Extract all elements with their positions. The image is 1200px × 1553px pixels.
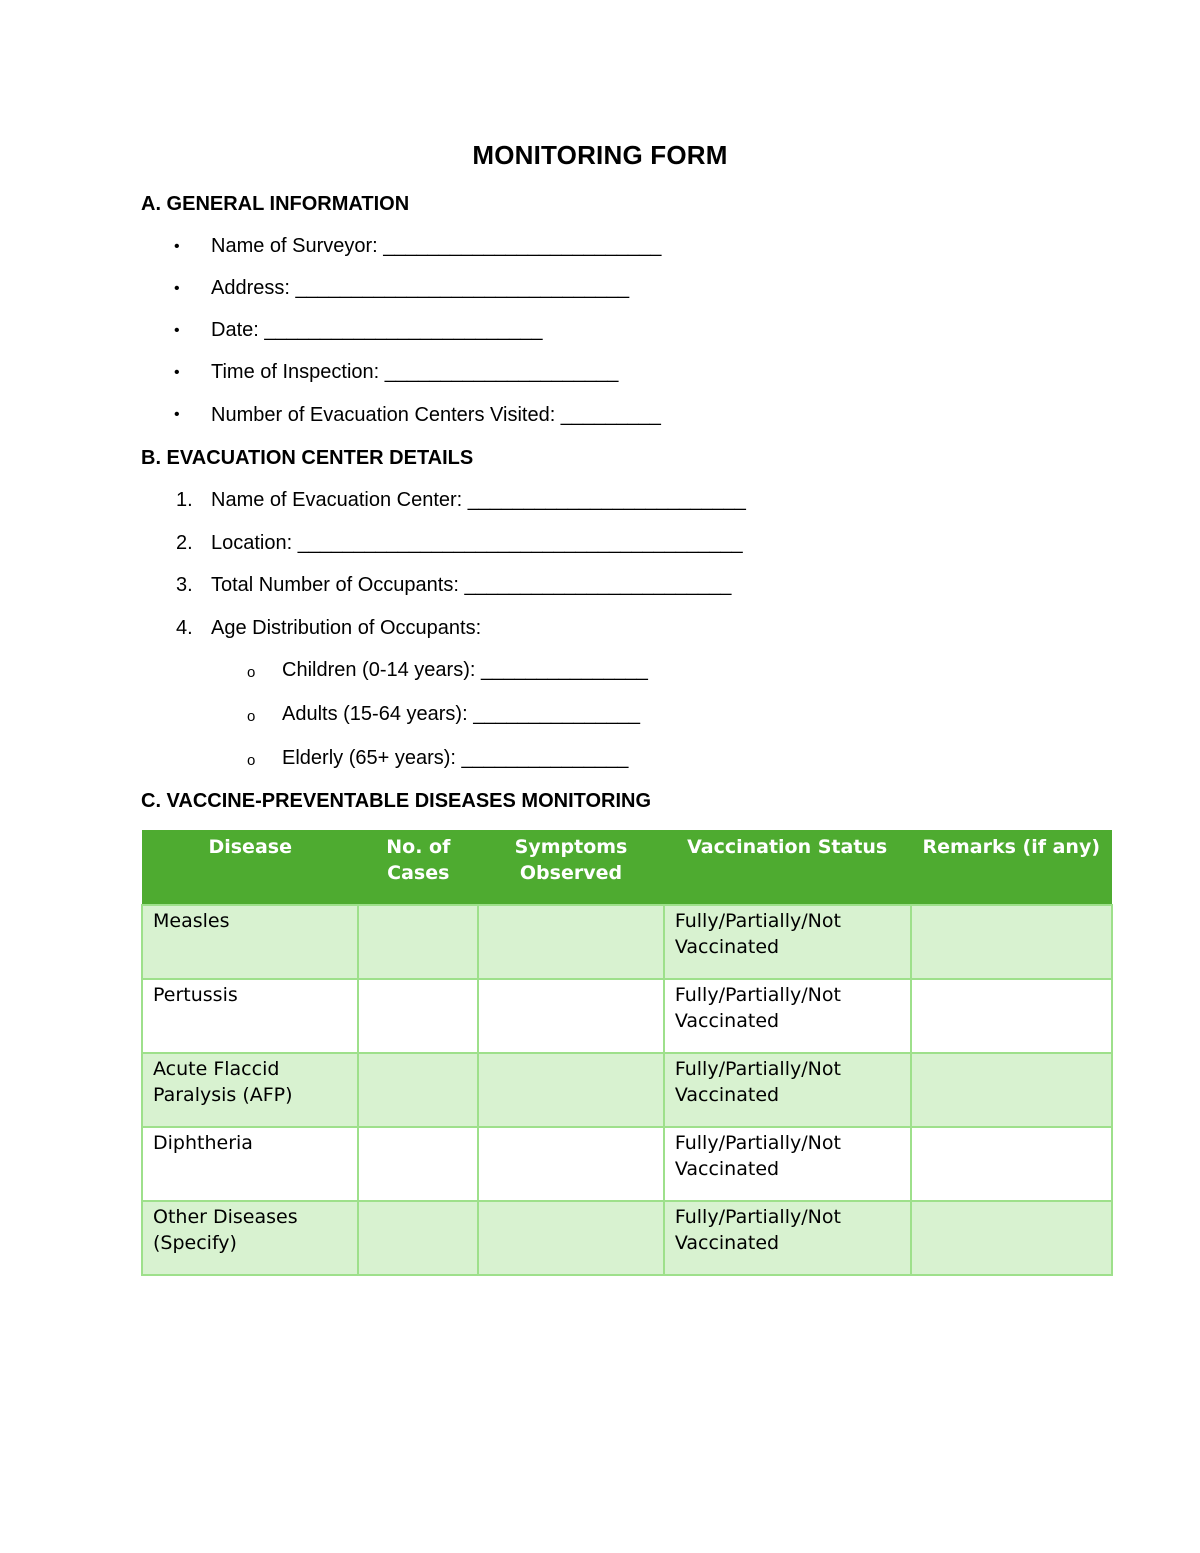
disease-cell: Pertussis [142,979,358,1053]
cases-cell[interactable] [358,979,478,1053]
header-vaccination-status: Vaccination Status [664,830,911,905]
symptoms-cell[interactable] [478,1127,664,1201]
adults-count-field[interactable]: Adults (15-64 years): _______________ [282,703,641,725]
bullet-icon: • [174,280,180,297]
symptoms-cell[interactable] [478,1053,664,1127]
cases-cell[interactable] [358,1053,478,1127]
vaccination-status-cell[interactable]: Fully/Partially/Not Vaccinated [664,1127,911,1201]
remarks-cell[interactable] [911,1201,1113,1275]
symptoms-cell[interactable] [478,905,664,979]
section-b-heading: B. EVACUATION CENTER DETAILS [141,447,474,469]
date-field[interactable]: Date: _________________________ [211,319,543,341]
page-title: MONITORING FORM [472,140,728,170]
cases-cell[interactable] [358,1201,478,1275]
section-c-heading: C. VACCINE-PREVENTABLE DISEASES MONITORING [141,790,652,812]
header-cases: No. of Cases [358,830,478,905]
remarks-cell[interactable] [911,979,1113,1053]
disease-monitoring-table [141,830,1113,1276]
circle-bullet-icon: o [247,708,256,725]
header-disease: Disease [142,830,358,905]
header-remarks: Remarks (if any) [911,830,1113,905]
elderly-count-field[interactable]: Elderly (65+ years): _______________ [282,747,629,769]
circle-bullet-icon: o [247,752,256,769]
children-count-field[interactable]: Children (0-14 years): _______________ [282,659,648,681]
cases-cell[interactable] [358,905,478,979]
table-row [142,1053,1112,1127]
bullet-icon: • [174,238,180,255]
section-a-heading: A. GENERAL INFORMATION [141,193,410,215]
surveyor-name-field[interactable]: Name of Surveyor: _________________________ [211,235,662,257]
centers-visited-field[interactable]: Number of Evacuation Centers Visited: _________ [211,404,661,426]
cases-cell[interactable] [358,1127,478,1201]
address-field[interactable]: Address: ______________________________ [211,277,630,299]
circle-bullet-icon: o [247,664,256,681]
bullet-icon: • [174,364,180,381]
disease-cell: Diphtheria [142,1127,358,1201]
table-header-row [142,830,1112,905]
item-number: 2. [176,532,193,554]
remarks-cell[interactable] [911,1127,1113,1201]
disease-cell: Other Diseases (Specify) [142,1201,358,1275]
total-occupants-field[interactable]: Total Number of Occupants: ________________________ [211,574,732,596]
vaccination-status-cell[interactable]: Fully/Partially/Not Vaccinated [664,905,911,979]
evacuation-center-name-field[interactable]: Name of Evacuation Center: _________________________ [211,489,746,511]
vaccination-status-cell[interactable]: Fully/Partially/Not Vaccinated [664,979,911,1053]
symptoms-cell[interactable] [478,1201,664,1275]
header-symptoms: Symptoms Observed [478,830,664,905]
vaccination-status-cell[interactable]: Fully/Partially/Not Vaccinated [664,1053,911,1127]
age-distribution-label: Age Distribution of Occupants: [211,617,482,639]
inspection-time-field[interactable]: Time of Inspection: _____________________ [211,361,619,383]
item-number: 3. [176,574,193,596]
remarks-cell[interactable] [911,905,1113,979]
remarks-cell[interactable] [911,1053,1113,1127]
disease-cell: Measles [142,905,358,979]
location-field[interactable]: Location: ________________________________________ [211,532,743,554]
bullet-icon: • [174,322,180,339]
table-row [142,1201,1112,1275]
symptoms-cell[interactable] [478,979,664,1053]
item-number: 4. [176,617,193,639]
table-row [142,905,1112,979]
table-row [142,1127,1112,1201]
vaccination-status-cell[interactable]: Fully/Partially/Not Vaccinated [664,1201,911,1275]
disease-cell: Acute Flaccid Paralysis (AFP) [142,1053,358,1127]
table-row [142,979,1112,1053]
item-number: 1. [176,489,193,511]
bullet-icon: • [174,406,180,423]
